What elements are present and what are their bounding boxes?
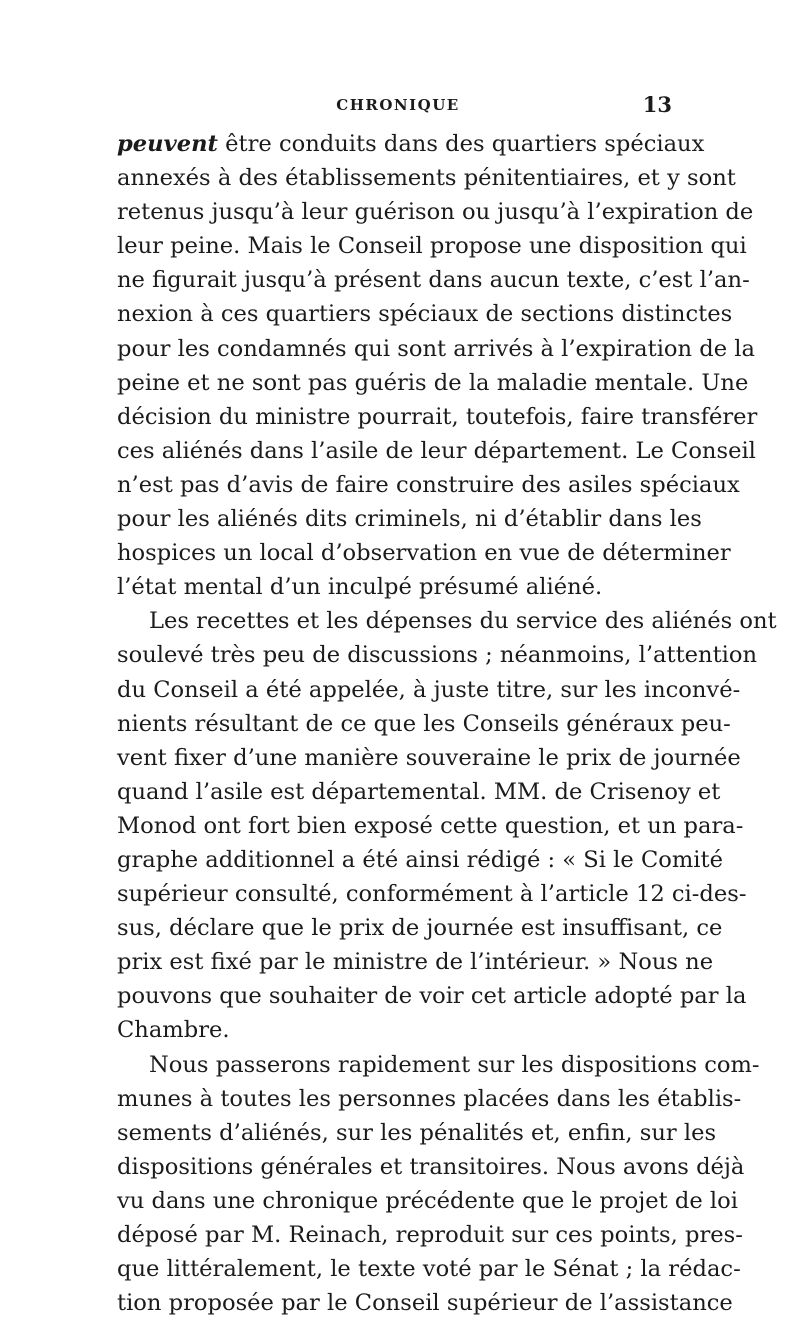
- running-title: CHRONIQUE: [336, 96, 460, 114]
- text-line: vu dans une chronique précédente que le projet de loi: [117, 1187, 738, 1214]
- text-line: sements d’aliénés, sur les pénalités et, enfin, sur les: [117, 1119, 717, 1146]
- paragraph-start: Nous passerons rapidement sur les dispositions com-: [149, 1051, 760, 1078]
- text-line: du Conseil a été appelée, à juste titre, sur les inconvé-: [117, 676, 741, 703]
- text-line: ces aliénés dans l’asile de leur département. Le Conseil: [117, 437, 756, 464]
- text-line-rest: être conduits dans des quartiers spéciaux: [217, 131, 705, 157]
- text-line: pour les aliénés dits criminels, ni d’établir dans les: [117, 506, 702, 533]
- text-line: nexion à ces quartiers spéciaux de sections distinctes: [117, 301, 733, 328]
- text-line: que littéralement, le texte voté par le Sénat ; la rédac-: [117, 1256, 741, 1283]
- text-line: Chambre.: [117, 1017, 230, 1044]
- page-number: 13: [642, 92, 672, 117]
- text-line: retenus jusqu’à leur guérison ou jusqu’à l’expiration de: [117, 199, 754, 226]
- text-line: l’état mental d’un inculpé présumé aliéné.: [117, 574, 603, 601]
- text-line: ne figurait jusqu’à présent dans aucun texte, c’est l’an-: [117, 267, 750, 294]
- paragraph-start: Les recettes et les dépenses du service des aliénés ont: [149, 608, 777, 635]
- text-line: peine et ne sont pas guéris de la maladie mentale. Une: [117, 369, 749, 396]
- running-head: [118, 92, 678, 116]
- text-line: vent fixer d’une manière souveraine le prix de journée: [117, 744, 741, 771]
- text-line: annexés à des établissements pénitentiaires, et y sont: [117, 165, 736, 192]
- body-text: [117, 127, 777, 1320]
- text-line: sus, déclare que le prix de journée est insuffisant, ce: [117, 915, 723, 942]
- text-line: supérieur consulté, conformément à l’article 12 ci-des-: [117, 881, 747, 908]
- text-line: nients résultant de ce que les Conseils généraux peu-: [117, 710, 731, 737]
- italic-lead-word: peuvent: [117, 131, 218, 157]
- text-line: graphe additionnel a été ainsi rédigé : « Si le Comité: [117, 846, 723, 873]
- text-line: dispositions générales et transitoires. Nous avons déjà: [117, 1153, 745, 1180]
- text-line: [117, 127, 705, 161]
- text-line: Monod ont fort bien exposé cette question, et un para-: [117, 812, 744, 839]
- text-line: munes à toutes les personnes placées dans les établis-: [117, 1085, 742, 1112]
- text-line: quand l’asile est départemental. MM. de Crisenoy et: [117, 778, 721, 805]
- text-line: n’est pas d’avis de faire construire des asiles spéciaux: [117, 471, 740, 498]
- text-line: pouvons que souhaiter de voir cet article adopté par la: [117, 983, 747, 1010]
- text-line: décision du ministre pourrait, toutefois, faire transférer: [117, 403, 758, 430]
- text-line: déposé par M. Reinach, reproduit sur ces points, pres-: [117, 1222, 743, 1248]
- text-line: leur peine. Mais le Conseil propose une disposition qui: [117, 233, 747, 260]
- text-line: tion proposée par le Conseil supérieur de l’assistance: [117, 1290, 733, 1317]
- text-line: pour les condamnés qui sont arrivés à l’expiration de la: [117, 335, 755, 362]
- text-line: soulevé très peu de discussions ; néanmoins, l’attention: [117, 642, 758, 669]
- text-line: hospices un local d’observation en vue de déterminer: [117, 540, 731, 567]
- text-line: prix est fixé par le ministre de l’intérieur. » Nous ne: [117, 949, 714, 976]
